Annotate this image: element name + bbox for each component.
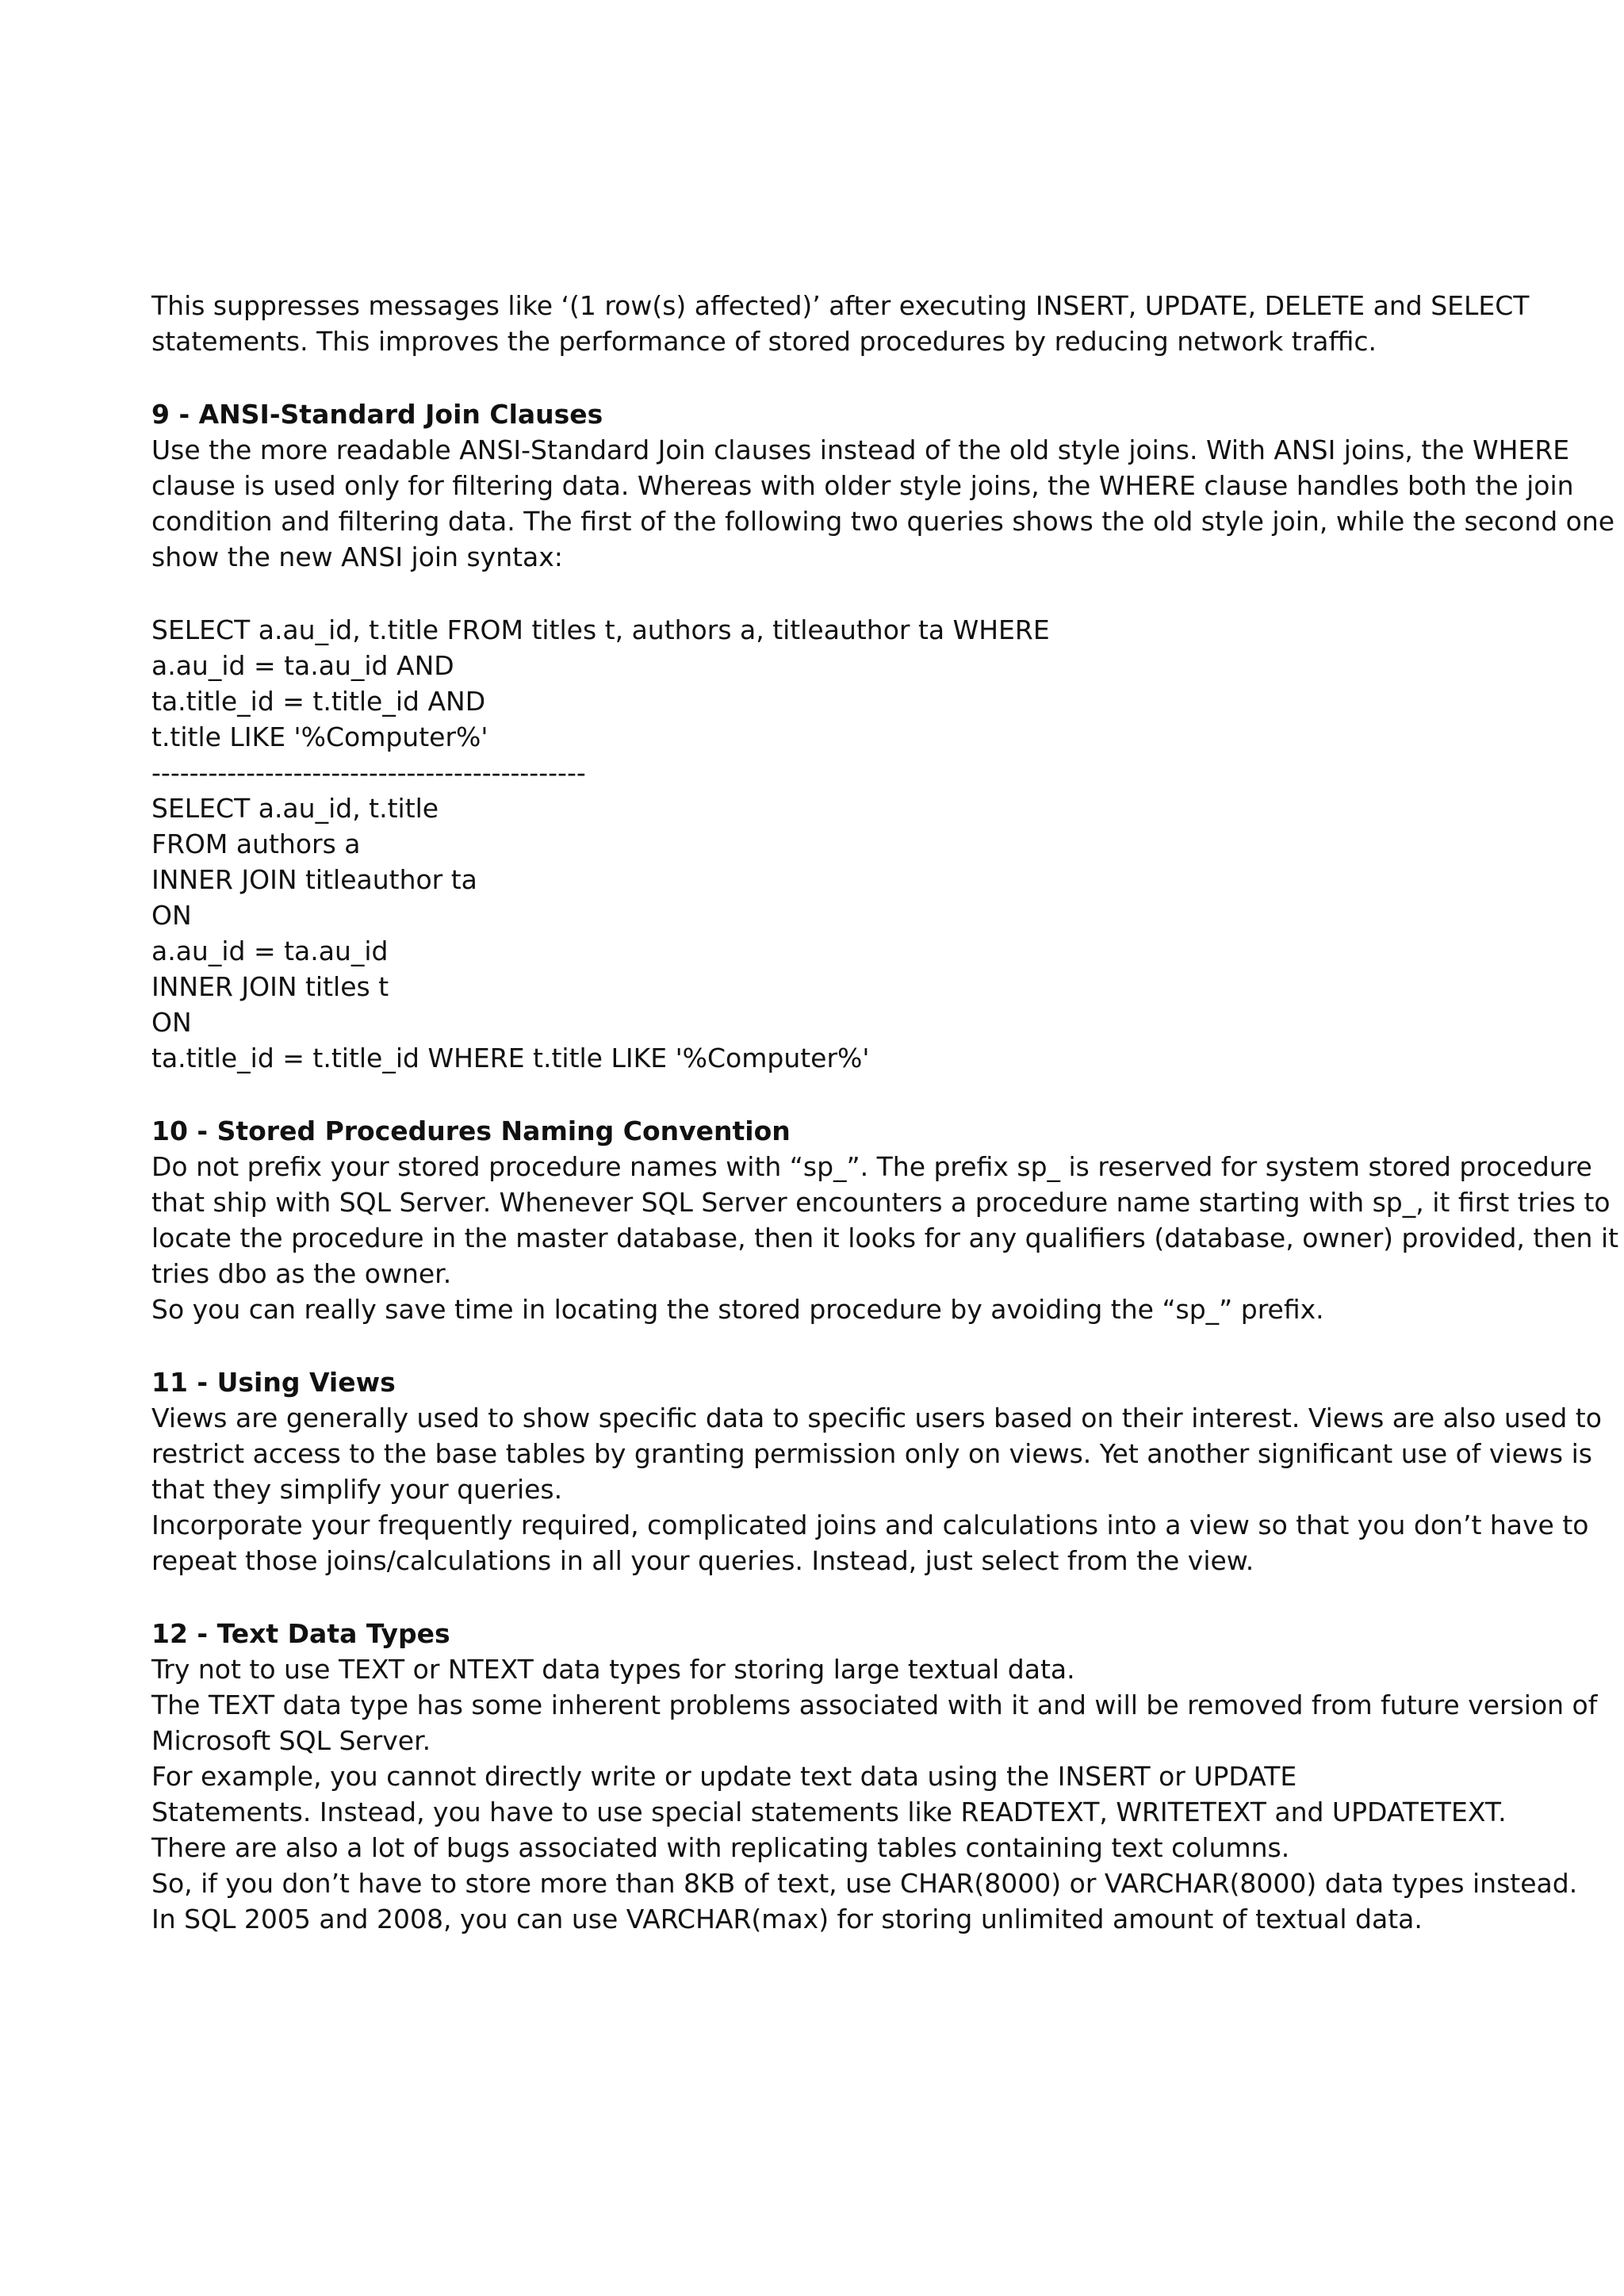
code-line: INNER JOIN titles t (151, 971, 389, 1002)
code-line: SELECT a.au_id, t.title FROM titles t, authors a, titleauthor ta WHERE (151, 614, 1050, 645)
code-line: ta.title_id = t.title_id AND (151, 686, 486, 717)
code-line: t.title LIKE '%Computer%' (151, 721, 488, 752)
section-9-line: Use the more readable ANSI-Standard Join clauses instead of the old style joins. With ANSI joins, the WHERE (151, 434, 1570, 465)
code-line: INNER JOIN titleauthor ta (151, 864, 477, 895)
code-line: ON (151, 900, 192, 931)
intro-line: statements. This improves the performance of stored procedures by reducing network traffic. (151, 326, 1377, 357)
section-10-line: locate the procedure in the master database, then it looks for any qualifiers (database, owner) provided, then it (151, 1223, 1619, 1253)
section-12-line: Microsoft SQL Server. (151, 1725, 431, 1756)
section-11-line: repeat those joins/calculations in all your queries. Instead, just select from the view. (151, 1545, 1254, 1576)
section-11 (151, 1364, 1602, 1578)
intro-line: This suppresses messages like ‘(1 row(s) affected)’ after executing INSERT, UPDATE, DELETE and SELECT (151, 290, 1530, 321)
section-10 (151, 1113, 1619, 1327)
section-12-heading: 12 - Text Data Types (151, 1618, 450, 1649)
section-12-line: There are also a lot of bugs associated with replicating tables containing text columns. (151, 1832, 1290, 1863)
section-9-heading: 9 - ANSI-Standard Join Clauses (151, 399, 603, 430)
code-line: FROM authors a (151, 828, 361, 859)
code-separator: ---------------------------------------------- (151, 757, 586, 788)
section-12-line: Try not to use TEXT or NTEXT data types for storing large textual data. (151, 1654, 1075, 1685)
section-10-heading: 10 - Stored Procedures Naming Convention (151, 1115, 791, 1146)
section-11-line: that they simplify your queries. (151, 1474, 563, 1505)
section-9-line: condition and filtering data. The first of the following two queries shows the old style join, while the second one (151, 506, 1615, 537)
code-line: a.au_id = ta.au_id (151, 936, 389, 966)
section-11-line: restrict access to the base tables by granting permission only on views. Yet another significant use of views is (151, 1438, 1592, 1469)
section-10-line: Do not prefix your stored procedure names with “sp_”. The prefix sp_ is reserved for system stored procedure (151, 1151, 1592, 1182)
code-line: SELECT a.au_id, t.title (151, 793, 439, 824)
section-10-line: tries dbo as the owner. (151, 1258, 452, 1289)
sql-code-block (151, 612, 1484, 1076)
section-12-line: So, if you don’t have to store more than 8KB of text, use CHAR(8000) or VARCHAR(8000) data types instead. (151, 1868, 1578, 1899)
document-page (151, 288, 1619, 1937)
section-11-heading: 11 - Using Views (151, 1367, 396, 1398)
code-line: ON (151, 1007, 192, 1038)
section-9-line: clause is used only for filtering data. Whereas with older style joins, the WHERE clause handles both the join (151, 470, 1574, 501)
section-9 (151, 396, 1615, 1076)
section-12-line: Statements. Instead, you have to use special statements like READTEXT, WRITETEXT and UPDATETEXT. (151, 1797, 1507, 1827)
code-line: a.au_id = ta.au_id AND (151, 650, 454, 681)
section-11-line: Views are generally used to show specific data to specific users based on their interest. Views are also used to (151, 1402, 1602, 1433)
section-9-line: show the new ANSI join syntax: (151, 541, 563, 572)
intro-paragraph (151, 288, 1530, 359)
section-12-line: For example, you cannot directly write or update text data using the INSERT or UPDATE (151, 1761, 1297, 1792)
section-12-line: In SQL 2005 and 2008, you can use VARCHAR(max) for storing unlimited amount of textual data. (151, 1904, 1423, 1934)
section-12 (151, 1616, 1598, 1937)
section-12-line: The TEXT data type has some inherent problems associated with it and will be removed from future version of (151, 1689, 1598, 1720)
section-10-line: that ship with SQL Server. Whenever SQL Server encounters a procedure name starting with sp_, it first tries to (151, 1187, 1611, 1218)
code-line: ta.title_id = t.title_id WHERE t.title LIKE '%Computer%' (151, 1043, 870, 1073)
section-10-line: So you can really save time in locating the stored procedure by avoiding the “sp_” prefix. (151, 1294, 1324, 1325)
section-11-line: Incorporate your frequently required, complicated joins and calculations into a view so that you don’t have to (151, 1510, 1589, 1540)
